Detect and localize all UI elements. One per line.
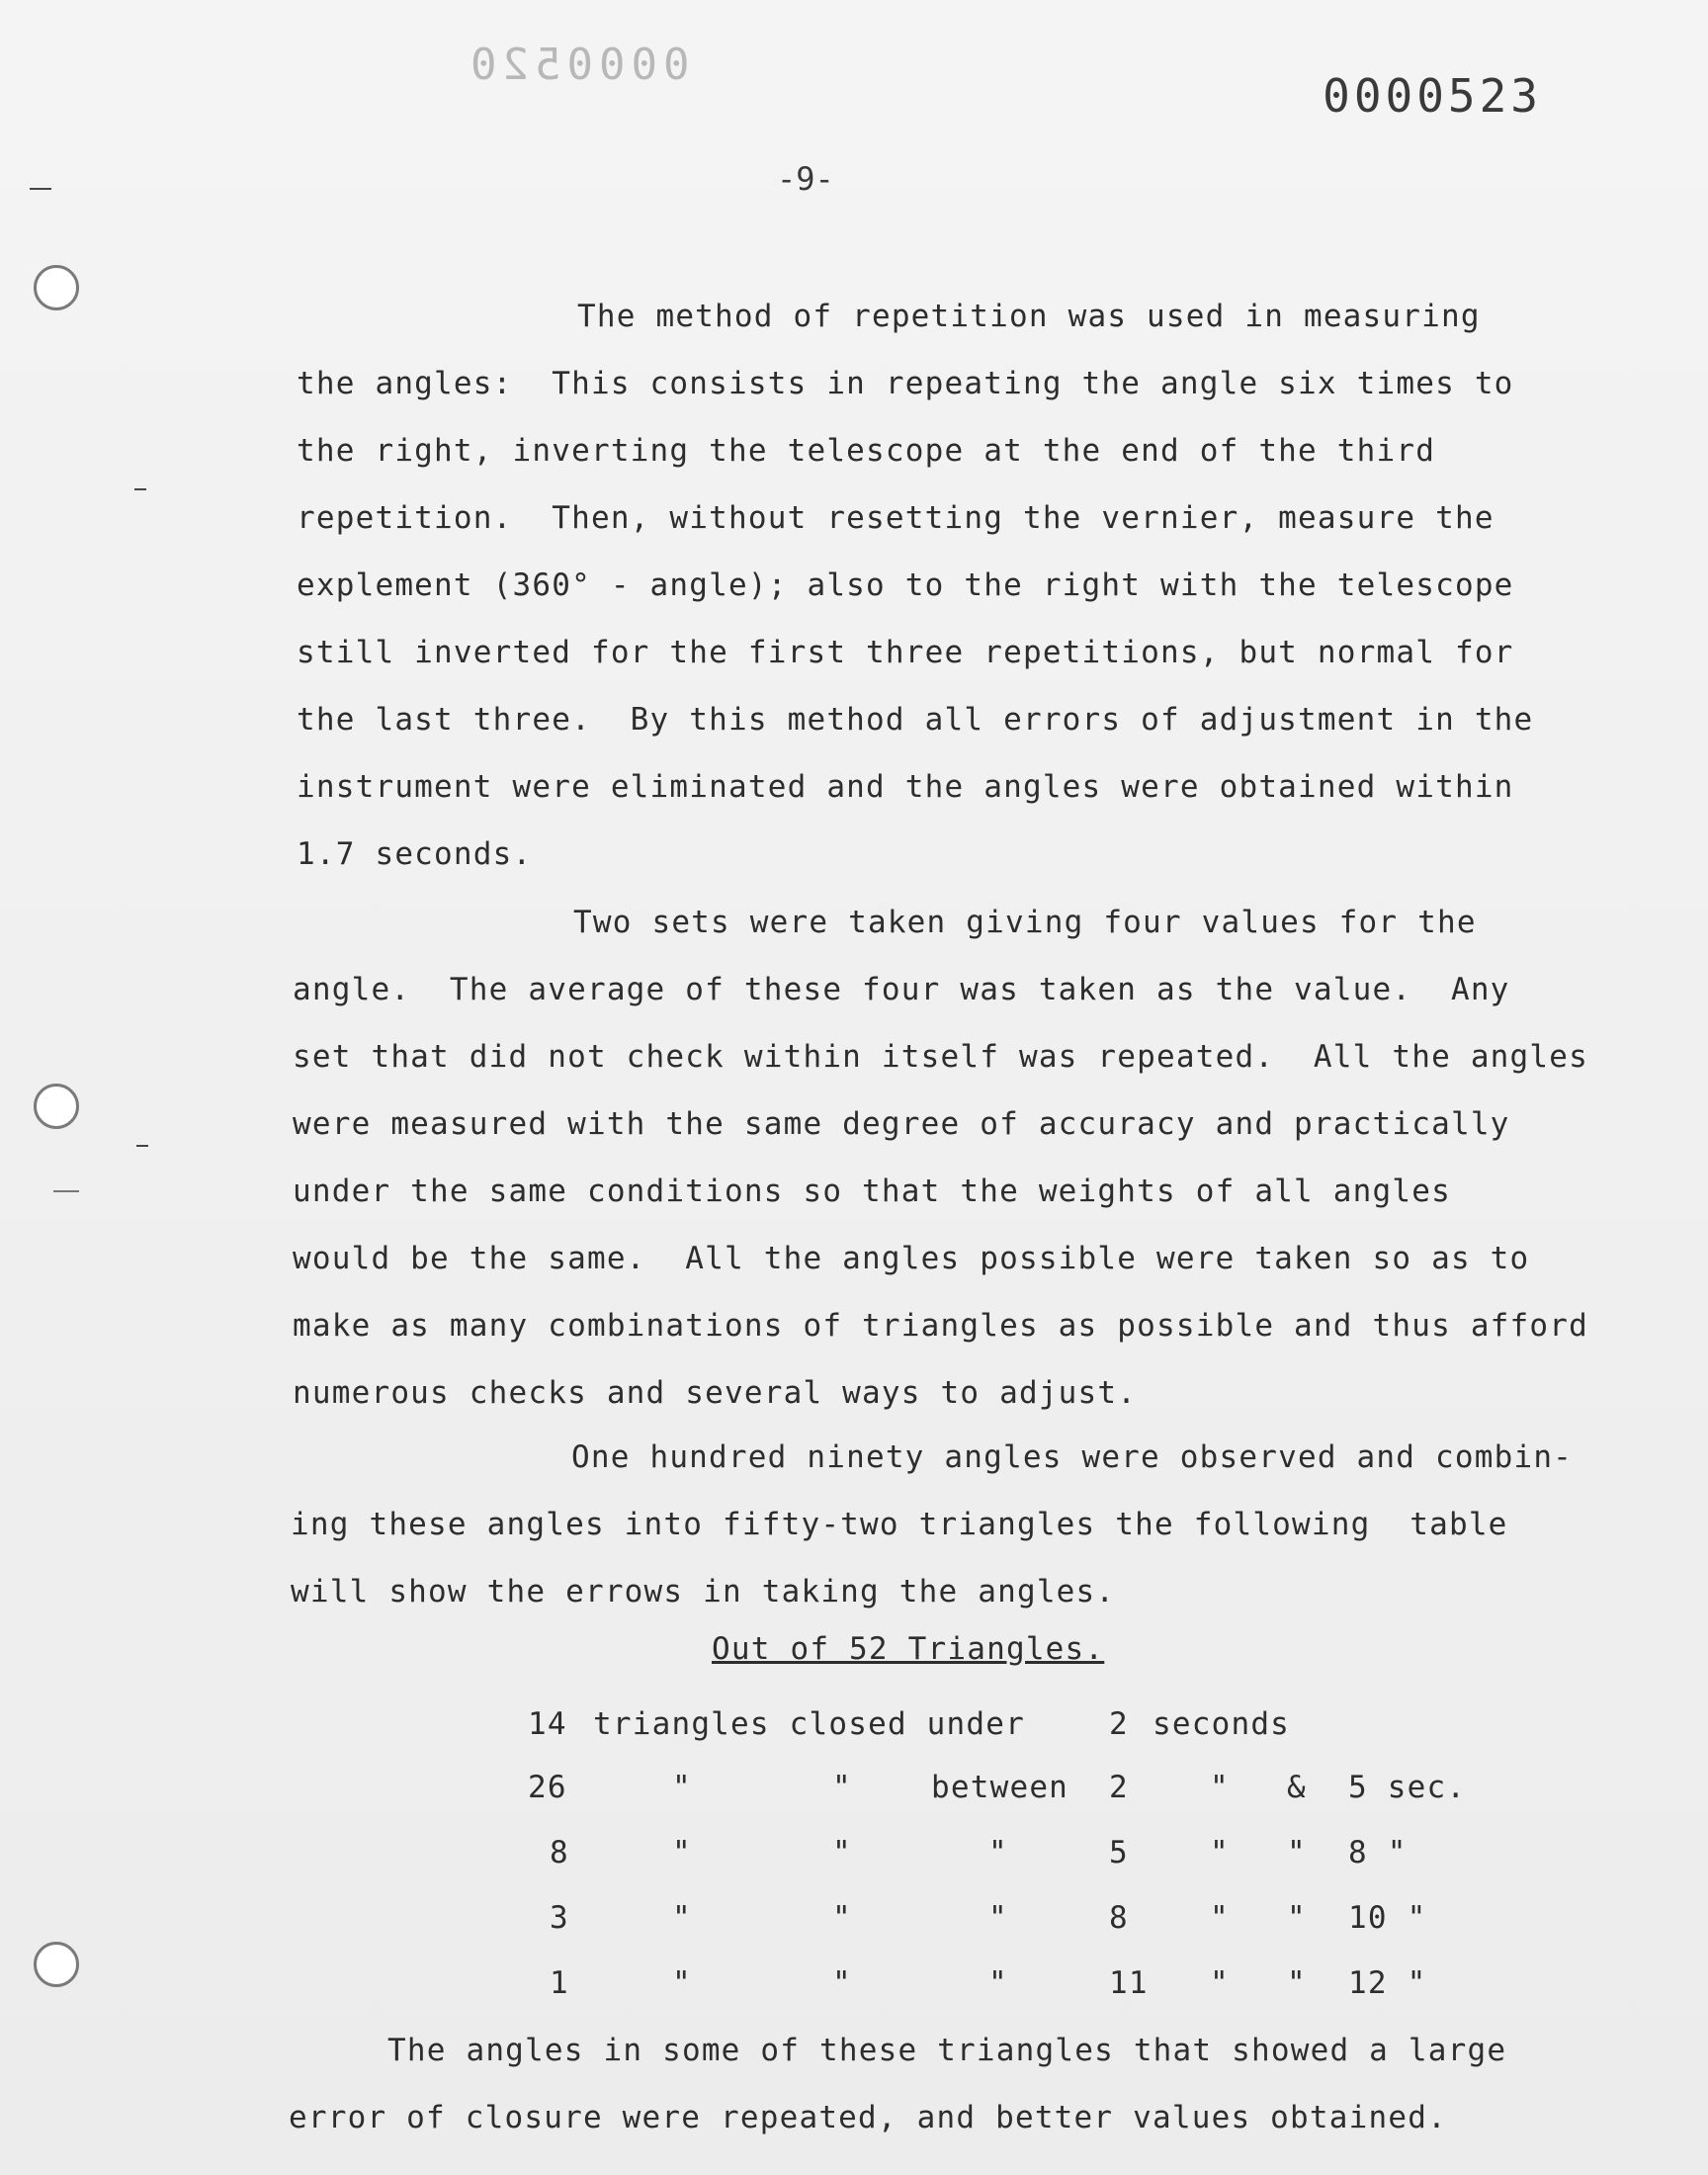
text-line: Two sets were taken giving four values for the — [573, 905, 1477, 940]
text-line: the last three. By this method all errors of adjustment in the — [297, 702, 1534, 738]
ditto-mark: " — [832, 1965, 852, 2001]
triangle-count: 1 — [550, 1965, 569, 2001]
range-unit: " — [1210, 1965, 1230, 2001]
ditto-mark: " — [1287, 1835, 1307, 1870]
ditto-mark: " — [672, 1900, 692, 1936]
text-line: explement (360° - angle); also to the right with the telescope — [297, 567, 1514, 603]
range-word: between — [931, 1770, 1069, 1805]
text-line: make as many combinations of triangles as possible and thus afford — [293, 1308, 1588, 1344]
text-line: angle. The average of these four was taken as the value. Any — [293, 972, 1510, 1007]
range-to: 8 " — [1348, 1835, 1408, 1870]
paragraph-angles-observed — [291, 1424, 1615, 1625]
margin-mark — [134, 488, 146, 490]
range-conjunction: & — [1287, 1770, 1307, 1805]
range-from: 2 — [1109, 1770, 1129, 1805]
text-line: 1.7 seconds. — [297, 836, 533, 872]
range-unit: " — [1210, 1835, 1230, 1870]
range-from: 8 — [1109, 1900, 1129, 1936]
table-row — [0, 1835, 1708, 1874]
text-line: The angles in some of these triangles that showed a large — [387, 2033, 1507, 2068]
ditto-mark: " — [832, 1900, 852, 1936]
ditto-mark: " — [672, 1835, 692, 1870]
ditto-mark: " — [672, 1770, 692, 1805]
text-line: the angles: This consists in repeating the angle six times to — [297, 366, 1514, 401]
margin-mark — [30, 188, 51, 190]
range-to: 5 sec. — [1348, 1770, 1467, 1805]
text-line: instrument were eliminated and the angles were obtained within — [297, 769, 1514, 805]
text-line: The method of repetition was used in measuring — [577, 299, 1481, 334]
row-description: triangles closed under — [593, 1706, 1025, 1742]
triangle-count: 14 — [528, 1706, 567, 1742]
triangle-count: 8 — [550, 1835, 569, 1870]
range-unit: " — [1210, 1900, 1230, 1936]
ditto-mark: " — [832, 1835, 852, 1870]
range-from: 2 — [1109, 1706, 1129, 1742]
range-unit: " — [1210, 1770, 1230, 1805]
ditto-mark: " — [988, 1835, 1008, 1870]
table-row — [0, 1900, 1708, 1940]
ditto-mark: " — [988, 1965, 1008, 2001]
punch-hole-middle — [34, 1084, 79, 1129]
text-line: the right, inverting the telescope at the end of the third — [297, 433, 1436, 469]
text-line: were measured with the same degree of accuracy and practically — [293, 1106, 1510, 1142]
faded-stamp-number: 0000520 — [465, 40, 690, 90]
range-unit: seconds — [1153, 1706, 1291, 1742]
ditto-mark: " — [988, 1900, 1008, 1936]
text-line: ing these angles into fifty-two triangles the following table — [291, 1507, 1508, 1542]
table-row — [0, 1770, 1708, 1809]
paragraph-repetition-method — [297, 283, 1621, 888]
text-line: set that did not check within itself was repeated. All the angles — [293, 1039, 1588, 1075]
table-row — [0, 1706, 1708, 1746]
table-title: Out of 52 Triangles. — [712, 1631, 1105, 1667]
text-line: would be the same. All the angles possible were taken so as to — [293, 1241, 1530, 1276]
text-line: still inverted for the first three repetitions, but normal for — [297, 635, 1514, 670]
range-from: 11 — [1109, 1965, 1149, 2001]
text-line: numerous checks and several ways to adjust. — [293, 1375, 1138, 1411]
page-number: -9- — [777, 160, 834, 198]
paragraph-sets-taken — [293, 889, 1617, 1427]
punch-hole-top — [34, 265, 79, 310]
text-line: repetition. Then, without resetting the vernier, measure the — [297, 500, 1494, 536]
ditto-mark: " — [1287, 1965, 1307, 2001]
table-row — [0, 1965, 1708, 2005]
ditto-mark: " — [672, 1965, 692, 2001]
range-from: 5 — [1109, 1835, 1129, 1870]
triangle-count: 26 — [528, 1770, 567, 1805]
paragraph-repeated-angles — [289, 2017, 1613, 2151]
text-line: error of closure were repeated, and better values obtained. — [289, 2100, 1447, 2135]
text-line: One hundred ninety angles were observed and combin- — [571, 1439, 1574, 1475]
text-line: under the same conditions so that the weights of all angles — [293, 1174, 1451, 1209]
text-line: will show the errows in taking the angles. — [291, 1574, 1116, 1610]
margin-mark — [53, 1190, 79, 1192]
range-to: 12 " — [1348, 1965, 1427, 2001]
range-to: 10 " — [1348, 1900, 1427, 1936]
triangle-count: 3 — [550, 1900, 569, 1936]
document-stamp-number: 0000523 — [1323, 69, 1542, 123]
ditto-mark: " — [832, 1770, 852, 1805]
margin-mark — [136, 1145, 148, 1147]
ditto-mark: " — [1287, 1900, 1307, 1936]
